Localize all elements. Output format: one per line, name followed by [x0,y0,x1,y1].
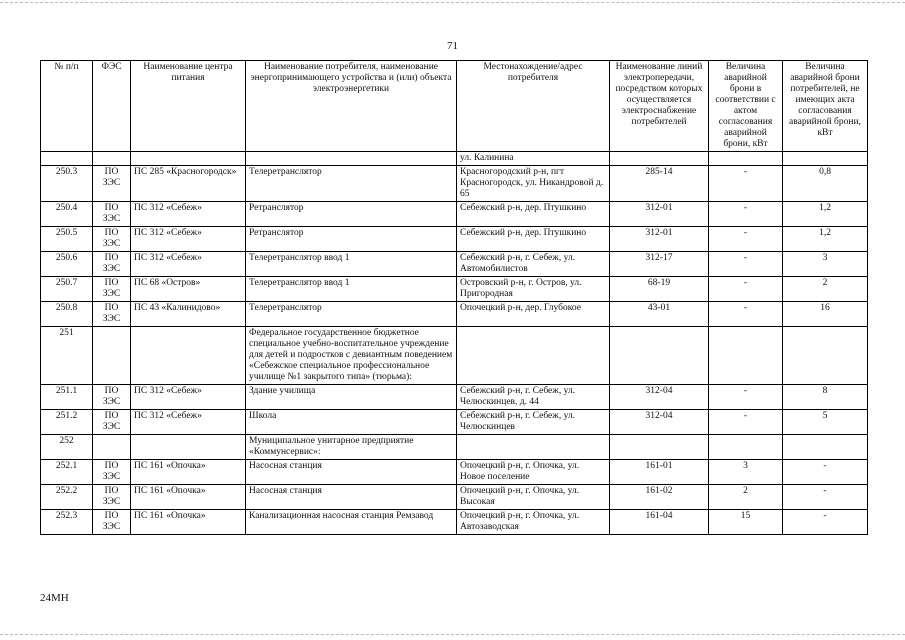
table-row [41,302,868,327]
cell-power-line: 312-04 [610,410,709,435]
table-row [41,152,868,166]
table-row [41,166,868,202]
cell-power-center: ПС 161 «Опочка» [131,460,246,485]
page-edge-top [0,2,905,3]
cell-fes: ПО ЗЭС [93,510,131,535]
cell-reserve-without-act: 16 [783,302,868,327]
cell-power-center [131,435,246,460]
cell-address: Себежский р-н, г. Себеж, ул. Автомобилистов [457,252,610,277]
cell-number: 250.4 [41,202,93,227]
cell-address [457,435,610,460]
cell-consumer: Школа [246,410,457,435]
cell-reserve-with-act: 3 [709,460,783,485]
cell-address: Опочецкий р-н, г. Опочка, ул. Новое поселение [457,460,610,485]
cell-reserve-without-act: 0,8 [783,166,868,202]
cell-consumer: Федеральное государственное бюджетное специальное учебно-воспитательное учреждение для детей и подростков с девиантным поведением «Себежское специальное профессиональное училище №1 закрытого типа» (тюрьма): [246,327,457,385]
cell-fes [93,327,131,385]
cell-power-line: 68-19 [610,277,709,302]
table-row [41,277,868,302]
cell-number: 250.3 [41,166,93,202]
table-row [41,410,868,435]
cell-address: Себежский р-н, дер. Птушкино [457,202,610,227]
cell-power-center [131,152,246,166]
cell-fes: ПО ЗЭС [93,277,131,302]
cell-consumer [246,152,457,166]
cell-number: 250.7 [41,277,93,302]
cell-power-center: ПС 68 «Остров» [131,277,246,302]
cell-power-line: 161-01 [610,460,709,485]
cell-power-line: 312-01 [610,202,709,227]
cell-consumer: Телеретранслятор [246,302,457,327]
cell-power-line: 161-04 [610,510,709,535]
table-row [41,227,868,252]
cell-number: 250.6 [41,252,93,277]
table-row [41,510,868,535]
cell-address: Островский р-н, г. Остров, ул. Пригородная [457,277,610,302]
cell-reserve-without-act: 1,2 [783,202,868,227]
cell-fes: ПО ЗЭС [93,202,131,227]
table-row [41,385,868,410]
cell-reserve-without-act: 2 [783,277,868,302]
cell-number: 252.2 [41,485,93,510]
cell-address [457,327,610,385]
footer-code: 24МН [40,592,69,604]
cell-consumer: Насосная станция [246,485,457,510]
cell-fes: ПО ЗЭС [93,410,131,435]
header-fes: ФЭС [93,61,131,152]
cell-consumer: Муниципальное унитарное предприятие «Коммунсервис»: [246,435,457,460]
cell-power-line: 312-17 [610,252,709,277]
table-body [41,152,868,535]
cell-consumer: Телеретранслятор ввод 1 [246,252,457,277]
cell-consumer: Телеретранслятор [246,166,457,202]
cell-reserve-with-act: - [709,202,783,227]
cell-number: 251.1 [41,385,93,410]
header-power-center: Наименование центра питания [131,61,246,152]
cell-address: Себежский р-н, г. Себеж, ул. Челюскинцев, д. 44 [457,385,610,410]
cell-number: 251.2 [41,410,93,435]
cell-reserve-without-act: - [783,460,868,485]
table-row [41,202,868,227]
cell-number: 250.8 [41,302,93,327]
header-reserve-with-act: Величина аварийной брони в соответствии с актом согласования аварийной брони, кВт [709,61,783,152]
cell-reserve-with-act: - [709,302,783,327]
cell-power-center: ПС 312 «Себеж» [131,202,246,227]
cell-fes [93,152,131,166]
cell-power-line [610,435,709,460]
cell-address: Красногородский р-н, пгт Красногородск, ул. Никандровой д. 65 [457,166,610,202]
cell-reserve-with-act: - [709,166,783,202]
table-row [41,460,868,485]
header-power-lines: Наименование линий электропередачи, посредством которых осуществляется электроснабжение потребителей [610,61,709,152]
cell-power-center: ПС 312 «Себеж» [131,410,246,435]
header-number: № п/п [41,61,93,152]
cell-consumer: Ретранслятор [246,227,457,252]
cell-power-center: ПС 312 «Себеж» [131,385,246,410]
cell-reserve-without-act [783,435,868,460]
cell-reserve-without-act: - [783,485,868,510]
cell-power-center: ПС 312 «Себеж» [131,252,246,277]
cell-address: Опочецкий р-н, дер. Глубокое [457,302,610,327]
cell-power-center: ПС 285 «Красногородск» [131,166,246,202]
cell-fes: ПО ЗЭС [93,485,131,510]
cell-fes [93,435,131,460]
cell-address: Себежский р-н, дер. Птушкино [457,227,610,252]
cell-reserve-with-act [709,152,783,166]
table-header-row [41,61,868,152]
emergency-reserve-table [40,60,868,535]
cell-reserve-without-act [783,327,868,385]
cell-reserve-with-act: - [709,227,783,252]
cell-power-center: ПС 161 «Опочка» [131,510,246,535]
cell-reserve-without-act: 1,2 [783,227,868,252]
cell-reserve-with-act: - [709,252,783,277]
cell-number [41,152,93,166]
cell-reserve-without-act: 5 [783,410,868,435]
header-consumer: Наименование потребителя, наименование энергопринимающего устройства и (или) объекта электроэнергетики [246,61,457,152]
table-row [41,485,868,510]
cell-consumer: Здание училища [246,385,457,410]
cell-reserve-with-act: 15 [709,510,783,535]
cell-power-line [610,327,709,385]
cell-reserve-with-act: 2 [709,485,783,510]
cell-consumer: Насосная станция [246,460,457,485]
cell-power-line: 312-04 [610,385,709,410]
cell-address: ул. Калинина [457,152,610,166]
cell-power-center [131,327,246,385]
cell-reserve-with-act: - [709,277,783,302]
cell-power-line: 285-14 [610,166,709,202]
table-row [41,327,868,385]
cell-consumer: Канализационная насосная станция Ремзавод [246,510,457,535]
cell-number: 252 [41,435,93,460]
cell-consumer: Телеретранслятор ввод 1 [246,277,457,302]
cell-power-line: 312-01 [610,227,709,252]
table-row [41,435,868,460]
cell-power-center: ПС 161 «Опочка» [131,485,246,510]
cell-power-line [610,152,709,166]
cell-number: 252.3 [41,510,93,535]
cell-address: Опочецкий р-н, г. Опочка, ул. Высокая [457,485,610,510]
cell-fes: ПО ЗЭС [93,460,131,485]
cell-fes: ПО ЗЭС [93,252,131,277]
table-row [41,252,868,277]
cell-power-line: 43-01 [610,302,709,327]
header-address: Местонахождение/адрес потребителя [457,61,610,152]
page-number: 71 [447,40,458,52]
cell-number: 250.5 [41,227,93,252]
cell-reserve-without-act [783,152,868,166]
header-reserve-without-act: Величина аварийной брони потребителей, не имеющих акта согласования аварийной брони, кВт [783,61,868,152]
cell-power-center: ПС 312 «Себеж» [131,227,246,252]
cell-fes: ПО ЗЭС [93,302,131,327]
cell-number: 251 [41,327,93,385]
cell-reserve-with-act [709,435,783,460]
cell-fes: ПО ЗЭС [93,385,131,410]
cell-fes: ПО ЗЭС [93,227,131,252]
cell-power-center: ПС 43 «Калинидово» [131,302,246,327]
cell-reserve-without-act: - [783,510,868,535]
cell-address: Себежский р-н, г. Себеж, ул. Челюскинцев [457,410,610,435]
cell-address: Опочецкий р-н, г. Опочка, ул. Автозаводская [457,510,610,535]
cell-number: 252.1 [41,460,93,485]
cell-reserve-without-act: 3 [783,252,868,277]
cell-consumer: Ретранслятор [246,202,457,227]
cell-power-line: 161-02 [610,485,709,510]
cell-reserve-with-act [709,327,783,385]
cell-reserve-with-act: - [709,385,783,410]
cell-fes: ПО ЗЭС [93,166,131,202]
cell-reserve-without-act: 8 [783,385,868,410]
cell-reserve-with-act: - [709,410,783,435]
page-edge-bottom [0,634,905,635]
